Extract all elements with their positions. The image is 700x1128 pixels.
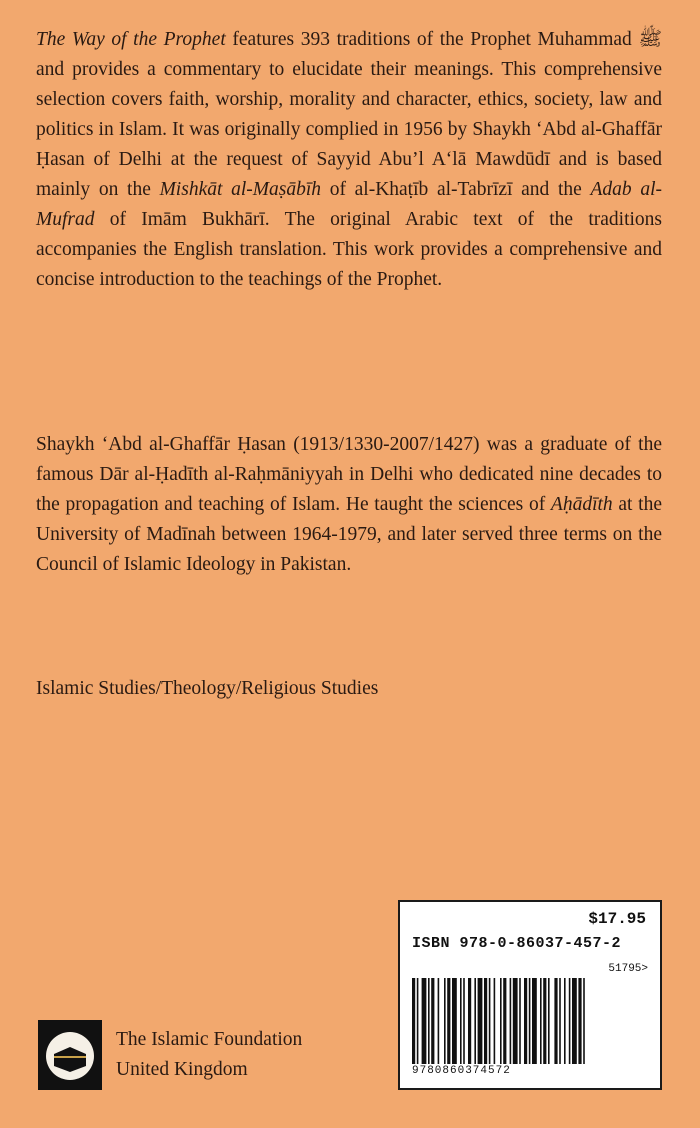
barcode-bar bbox=[422, 978, 427, 1064]
subject-category: Islamic Studies/Theology/Religious Studies bbox=[36, 678, 379, 699]
barcode-bar bbox=[578, 978, 581, 1064]
barcode-bar bbox=[417, 978, 419, 1064]
barcode-bar bbox=[583, 978, 585, 1064]
barcode-bar bbox=[572, 978, 577, 1064]
book-title: The Way of the Prophet bbox=[36, 29, 226, 50]
barcode-bar bbox=[529, 978, 531, 1064]
description-text: features 393 traditions of the Prophet Muhammad bbox=[225, 29, 639, 50]
barcode-bar bbox=[569, 978, 571, 1064]
bio-text: at the University of Madīnah between 1964-1979, and later served three terms on the Council of Islamic Ideology in Pakistan. bbox=[36, 494, 662, 575]
bio-term-ahadith: Aḥādīth bbox=[550, 494, 613, 515]
author-bio-paragraph bbox=[36, 430, 662, 580]
barcode-bar bbox=[564, 978, 566, 1064]
barcode-bars bbox=[412, 978, 650, 1064]
barcode-bar bbox=[428, 978, 430, 1064]
barcode-bar bbox=[519, 978, 521, 1064]
barcode-bar bbox=[463, 978, 465, 1064]
description-text: of Imām Bukhārī. The original Arabic text of the traditions accompanies the English translation. This work provides a comprehensive and concise introduction to the teachings of the Prophet. bbox=[36, 209, 662, 290]
isbn-label: ISBN 978-0-86037-457-2 bbox=[412, 935, 622, 952]
barcode-bar bbox=[431, 978, 434, 1064]
publisher-text bbox=[116, 1025, 302, 1085]
barcode-bar bbox=[503, 978, 506, 1064]
honorific-glyph: ﷺ bbox=[638, 29, 662, 50]
barcode-bar bbox=[559, 978, 561, 1064]
barcode-bar bbox=[412, 978, 415, 1064]
barcode-bar bbox=[510, 978, 512, 1064]
barcode-bar bbox=[524, 978, 527, 1064]
barcode-bar bbox=[489, 978, 491, 1064]
description-text: of al-Khaṭīb al-Tabrīzī and the bbox=[321, 179, 591, 200]
barcode-panel bbox=[398, 900, 662, 1090]
barcode-bar bbox=[513, 978, 518, 1064]
barcode-bar bbox=[532, 978, 537, 1064]
addon-code: 51795> bbox=[608, 963, 648, 975]
publisher-block bbox=[38, 1020, 302, 1090]
work-title-adab: Adab al-Mufrad bbox=[36, 179, 663, 230]
barcode-bar bbox=[447, 978, 450, 1064]
barcode-bar bbox=[468, 978, 471, 1064]
barcode-bar bbox=[540, 978, 542, 1064]
barcode-bar bbox=[500, 978, 502, 1064]
barcode-bar bbox=[444, 978, 446, 1064]
description-paragraph bbox=[36, 25, 662, 295]
publisher-name: The Islamic Foundation bbox=[116, 1029, 303, 1050]
barcode-bar bbox=[548, 978, 550, 1064]
barcode-bar bbox=[452, 978, 457, 1064]
barcode-number: 9780860374572 bbox=[412, 1065, 511, 1077]
barcode-bar bbox=[554, 978, 557, 1064]
barcode-bar bbox=[474, 978, 476, 1064]
barcode-bar bbox=[478, 978, 483, 1064]
publisher-location: United Kingdom bbox=[116, 1059, 248, 1080]
bio-text: Shaykh ‘Abd al-Ghaffār Ḥasan (1913/1330-2007/1427) was a graduate of the famous Dār al-Ḥadīth al-Raḥmāniyyah in Delhi who dedicated nine decades to the propagation and teaching of Islam. He taught the sciences of bbox=[36, 434, 662, 515]
barcode-bar bbox=[438, 978, 440, 1064]
barcode-bar bbox=[543, 978, 546, 1064]
barcode-bar bbox=[460, 978, 462, 1064]
kaaba-logo-icon bbox=[38, 1020, 102, 1090]
barcode-bar bbox=[494, 978, 496, 1064]
price-label: $17.95 bbox=[588, 910, 646, 928]
barcode-bar bbox=[484, 978, 487, 1064]
work-title-mishkat: Mishkāt al-Maṣābīh bbox=[159, 179, 321, 200]
description-text: and provides a commentary to elucidate their meanings. This comprehensive selection covers faith, worship, morality and character, ethics, society, law and politics in Islam. It was originally complied in 1956 by Shaykh ‘Abd al-Ghaffār Ḥasan of Delhi at the request of Sayyid Abu’l A‘lā Mawdūdī and is based mainly on the bbox=[36, 59, 662, 200]
